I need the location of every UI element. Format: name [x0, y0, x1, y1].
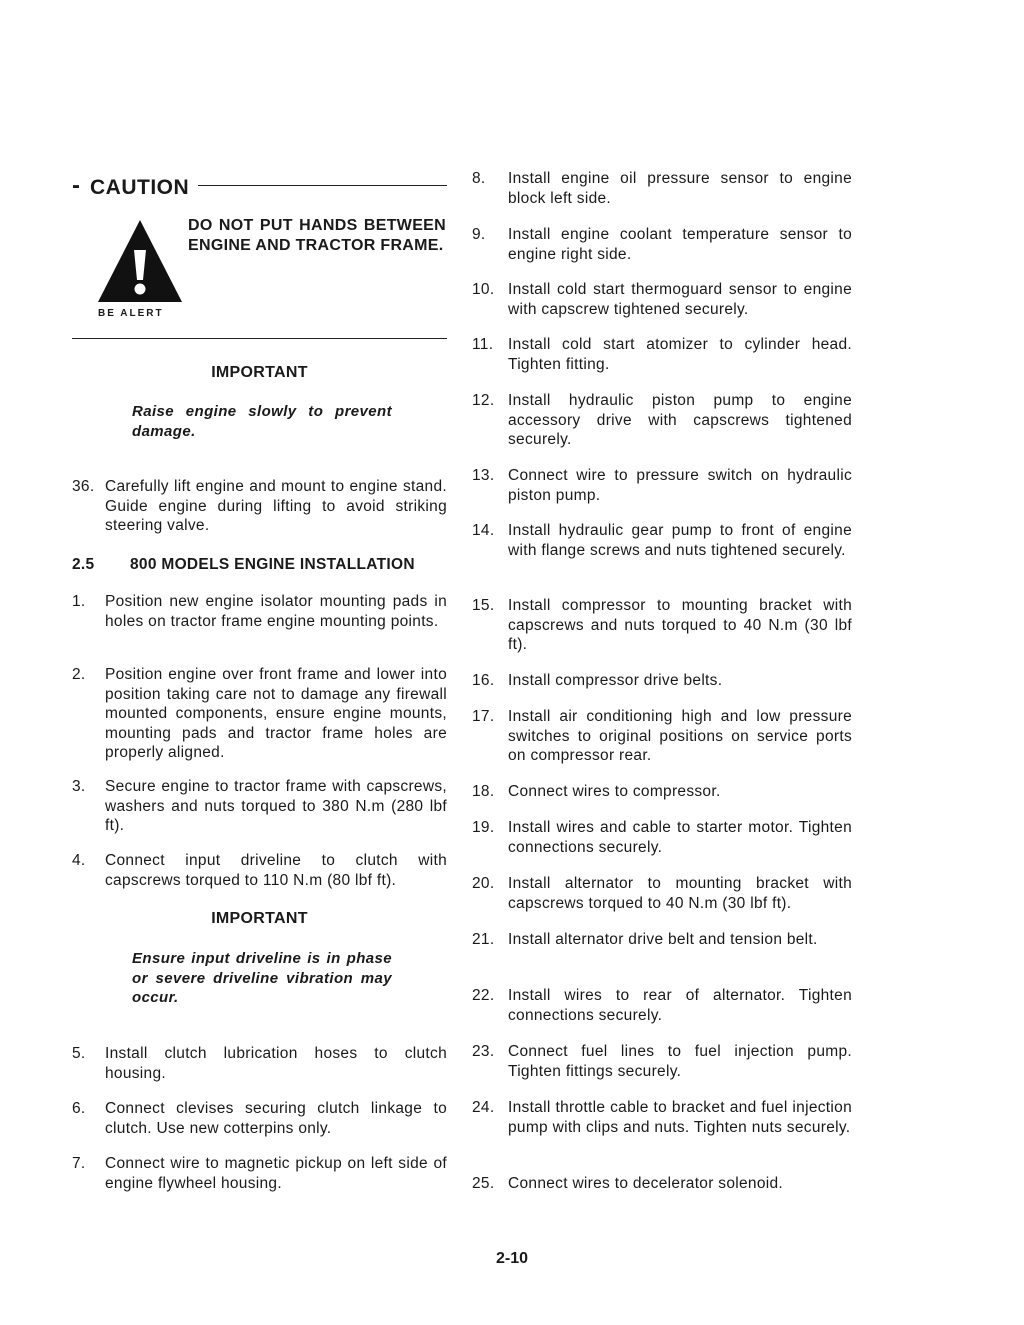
step-number: 6.: [72, 1100, 86, 1117]
step-item: [472, 169, 852, 208]
step-item: [472, 1098, 852, 1137]
step-number: 24.: [472, 1099, 495, 1116]
step-number: 18.: [472, 783, 495, 800]
step-item: [472, 466, 852, 505]
step-item: [72, 851, 447, 890]
step-text: Connect wires to compressor.: [508, 783, 721, 800]
step-number: 1.: [72, 593, 86, 610]
important-heading: IMPORTANT: [211, 364, 308, 381]
important-note-text: Ensure input driveline is in phase or severe driveline vibration may occur.: [132, 950, 392, 1006]
step-item: [472, 671, 852, 691]
step-item: [72, 1044, 447, 1083]
important-heading: IMPORTANT: [211, 910, 308, 927]
step-text: Install compressor drive belts.: [508, 672, 723, 689]
step-number: 17.: [472, 708, 495, 725]
step-text: Install air conditioning high and low pressure switches to original positions on service ports on compressor rear.: [508, 708, 852, 764]
step-number: 21.: [472, 931, 495, 948]
step-number: 15.: [472, 597, 495, 614]
step-item: [72, 1099, 447, 1138]
caution-dash: -: [72, 172, 80, 199]
step-item: [472, 335, 852, 374]
be-alert-label: BE ALERT: [98, 308, 164, 319]
step-text: Install engine coolant temperature sensor to engine right side.: [508, 226, 852, 263]
section-title: 800 MODELS ENGINE INSTALLATION: [130, 556, 415, 573]
caution-text: DO NOT PUT HANDS BETWEEN ENGINE AND TRACTOR FRAME.: [188, 217, 446, 254]
step-text: Connect clevises securing clutch linkage to clutch. Use new cotterpins only.: [105, 1100, 447, 1137]
step-item: [472, 782, 852, 802]
step-number: 10.: [472, 281, 495, 298]
step-text: Position new engine isolator mounting pads in holes on tractor frame engine mounting points.: [105, 593, 447, 630]
step-number: 3.: [72, 778, 86, 795]
step-text: Install wires to rear of alternator. Tighten connections securely.: [508, 987, 852, 1024]
step-item: [72, 592, 447, 631]
step-item: [472, 1174, 852, 1194]
step-item: [472, 874, 852, 913]
step-item: [72, 1154, 447, 1193]
step-number: 36.: [72, 478, 95, 495]
step-item: [72, 777, 447, 836]
step-text: Install compressor to mounting bracket with capscrews and nuts torqued to 40 N.m (30 lbf ft).: [508, 597, 852, 653]
step-text: Connect input driveline to clutch with capscrews torqued to 110 N.m (80 lbf ft).: [105, 852, 447, 889]
step-number: 8.: [472, 170, 486, 187]
step-text: Connect wires to decelerator solenoid.: [508, 1175, 784, 1192]
step-item: [472, 280, 852, 319]
step-text: Install hydraulic piston pump to engine accessory drive with capscrews tightened securely.: [508, 392, 852, 448]
step-text: Connect wire to pressure switch on hydraulic piston pump.: [508, 467, 852, 504]
step-number: 13.: [472, 467, 495, 484]
step-item: [472, 521, 852, 560]
section-number: 2.5: [72, 556, 95, 573]
step-text: Install wires and cable to starter motor. Tighten connections securely.: [508, 819, 852, 856]
step-text: Install hydraulic gear pump to front of engine with flange screws and nuts tightened securely.: [508, 522, 852, 559]
step-text: Connect wire to magnetic pickup on left side of engine flywheel housing.: [105, 1155, 447, 1192]
step-item: [472, 818, 852, 857]
step-number: 25.: [472, 1175, 495, 1192]
step-number: 12.: [472, 392, 495, 409]
step-number: 4.: [72, 852, 86, 869]
step-item: [72, 665, 447, 763]
step-item: [472, 1042, 852, 1081]
step-number: 5.: [72, 1045, 86, 1062]
step-item: [472, 707, 852, 766]
step-number: 7.: [72, 1155, 86, 1172]
step-item: [472, 596, 852, 655]
caution-header: [72, 172, 447, 202]
page-number: 2-10: [495, 1250, 529, 1267]
step-text: Secure engine to tractor frame with capscrews, washers and nuts torqued to 380 N.m (280 lbf ft).: [105, 778, 447, 834]
step-number: 16.: [472, 672, 495, 689]
step-text: Position engine over front frame and lower into position taking care not to damage any firewall mounted components, ensure engine mounts, mounting pads and tractor frame holes are properly aligned.: [105, 666, 447, 761]
step-number: 20.: [472, 875, 495, 892]
step-text: Install clutch lubrication hoses to clutch housing.: [105, 1045, 447, 1082]
step-text: Install alternator to mounting bracket with capscrews torqued to 40 N.m (30 lbf ft).: [508, 875, 852, 912]
step-text: Install engine oil pressure sensor to engine block left side.: [508, 170, 852, 207]
step-text: Install throttle cable to bracket and fuel injection pump with clips and nuts. Tighten nuts securely.: [508, 1099, 852, 1136]
step-item: [72, 477, 447, 536]
step-number: 22.: [472, 987, 495, 1004]
step-text: Install cold start thermoguard sensor to engine with capscrew tightened securely.: [508, 281, 852, 318]
step-number: 11.: [472, 336, 494, 353]
step-number: 2.: [72, 666, 86, 683]
step-number: 23.: [472, 1043, 495, 1060]
warning-triangle-icon: [94, 216, 186, 320]
step-item: [472, 225, 852, 264]
step-text: Carefully lift engine and mount to engine stand. Guide engine during lifting to avoid striking steering valve.: [105, 478, 447, 534]
step-number: 19.: [472, 819, 495, 836]
important-note-text: Raise engine slowly to prevent damage.: [132, 403, 392, 440]
step-item: [472, 930, 852, 950]
step-text: Connect fuel lines to fuel injection pump. Tighten fittings securely.: [508, 1043, 852, 1080]
step-item: [472, 986, 852, 1025]
caution-title: CAUTION: [90, 176, 190, 199]
caution-bottom-rule: [72, 338, 447, 339]
step-number: 9.: [472, 226, 486, 243]
caution-rule: [198, 185, 447, 186]
step-item: [472, 391, 852, 450]
step-number: 14.: [472, 522, 495, 539]
step-text: Install alternator drive belt and tension belt.: [508, 931, 818, 948]
step-text: Install cold start atomizer to cylinder head. Tighten fitting.: [508, 336, 852, 373]
